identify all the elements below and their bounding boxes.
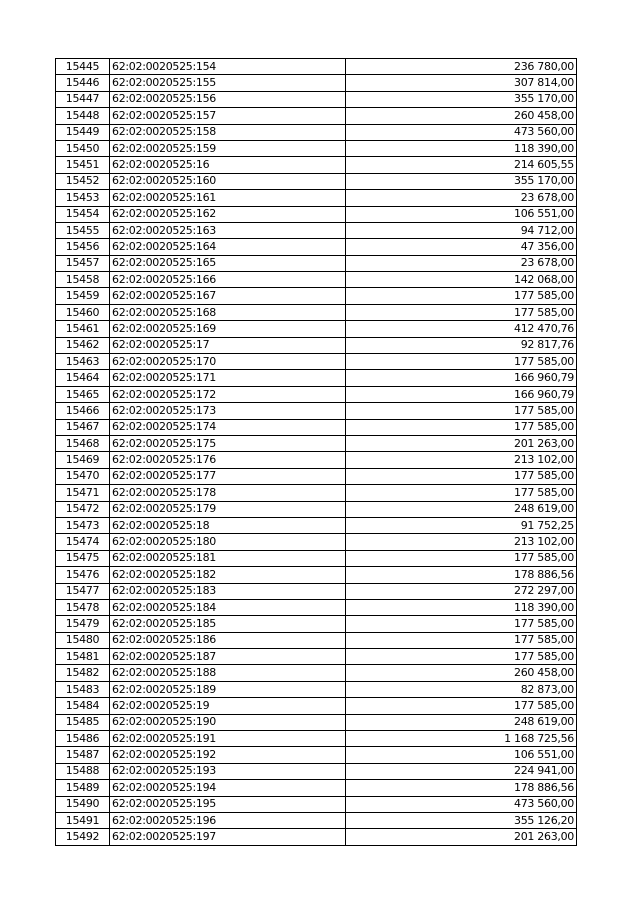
cadastral-number-cell: 62:02:0020525:187 [110, 649, 346, 665]
cadastral-number-cell: 62:02:0020525:160 [110, 173, 346, 189]
row-number-cell: 15475 [56, 550, 110, 566]
cadastral-value-cell: 177 585,00 [346, 485, 577, 501]
cadastral-number-cell: 62:02:0020525:176 [110, 452, 346, 468]
table-row [56, 304, 577, 320]
table-row [56, 714, 577, 730]
table-row [56, 140, 577, 156]
row-number-cell: 15457 [56, 255, 110, 271]
row-number-cell: 15477 [56, 583, 110, 599]
cadastral-number-cell: 62:02:0020525:180 [110, 534, 346, 550]
cadastral-number-cell: 62:02:0020525:193 [110, 763, 346, 779]
table-row [56, 370, 577, 386]
row-number-cell: 15468 [56, 435, 110, 451]
cadastral-value-cell: 118 390,00 [346, 140, 577, 156]
table-row [56, 222, 577, 238]
cadastral-value-cell: 177 585,00 [346, 419, 577, 435]
table-row [56, 403, 577, 419]
row-number-cell: 15479 [56, 616, 110, 632]
cadastral-value-cell: 412 470,76 [346, 321, 577, 337]
cadastral-value-cell: 118 390,00 [346, 599, 577, 615]
row-number-cell: 15489 [56, 780, 110, 796]
row-number-cell: 15450 [56, 140, 110, 156]
table-row [56, 206, 577, 222]
cadastral-number-cell: 62:02:0020525:183 [110, 583, 346, 599]
cadastral-number-cell: 62:02:0020525:156 [110, 91, 346, 107]
cadastral-value-cell: 91 752,25 [346, 517, 577, 533]
cadastral-value-cell: 106 551,00 [346, 206, 577, 222]
row-number-cell: 15465 [56, 386, 110, 402]
table-row [56, 75, 577, 91]
table-row [56, 354, 577, 370]
cadastral-number-cell: 62:02:0020525:157 [110, 108, 346, 124]
table-row [56, 386, 577, 402]
cadastral-value-cell: 260 458,00 [346, 108, 577, 124]
table-row [56, 812, 577, 828]
row-number-cell: 15474 [56, 534, 110, 550]
row-number-cell: 15469 [56, 452, 110, 468]
table-row [56, 255, 577, 271]
table-row [56, 780, 577, 796]
cadastral-value-cell: 92 817,76 [346, 337, 577, 353]
cadastral-value-cell: 94 712,00 [346, 222, 577, 238]
table-row [56, 157, 577, 173]
cadastral-value-cell: 177 585,00 [346, 550, 577, 566]
cadastral-number-cell: 62:02:0020525:18 [110, 517, 346, 533]
row-number-cell: 15476 [56, 567, 110, 583]
cadastral-value-cell: 23 678,00 [346, 190, 577, 206]
table-row [56, 272, 577, 288]
cadastral-number-cell: 62:02:0020525:161 [110, 190, 346, 206]
cadastral-value-cell: 178 886,56 [346, 567, 577, 583]
cadastral-value-cell: 272 297,00 [346, 583, 577, 599]
cadastral-value-cell: 1 168 725,56 [346, 731, 577, 747]
cadastral-number-cell: 62:02:0020525:16 [110, 157, 346, 173]
cadastral-value-cell: 177 585,00 [346, 698, 577, 714]
table-row [56, 731, 577, 747]
cadastral-value-cell: 166 960,79 [346, 370, 577, 386]
row-number-cell: 15485 [56, 714, 110, 730]
row-number-cell: 15464 [56, 370, 110, 386]
table-row [56, 59, 577, 75]
cadastral-number-cell: 62:02:0020525:177 [110, 468, 346, 484]
row-number-cell: 15484 [56, 698, 110, 714]
cadastral-number-cell: 62:02:0020525:181 [110, 550, 346, 566]
row-number-cell: 15482 [56, 665, 110, 681]
row-number-cell: 15448 [56, 108, 110, 124]
row-number-cell: 15461 [56, 321, 110, 337]
cadastral-number-cell: 62:02:0020525:165 [110, 255, 346, 271]
table-row [56, 829, 577, 845]
cadastral-value-cell: 106 551,00 [346, 747, 577, 763]
cadastral-number-cell: 62:02:0020525:179 [110, 501, 346, 517]
cadastral-value-cell: 82 873,00 [346, 681, 577, 697]
table-row [56, 321, 577, 337]
cadastral-value-cell: 177 585,00 [346, 616, 577, 632]
table-row [56, 599, 577, 615]
row-number-cell: 15449 [56, 124, 110, 140]
cadastral-value-cell: 248 619,00 [346, 501, 577, 517]
row-number-cell: 15456 [56, 239, 110, 255]
cadastral-value-cell: 473 560,00 [346, 796, 577, 812]
row-number-cell: 15446 [56, 75, 110, 91]
table-row [56, 124, 577, 140]
row-number-cell: 15466 [56, 403, 110, 419]
cadastral-number-cell: 62:02:0020525:196 [110, 812, 346, 828]
cadastral-number-cell: 62:02:0020525:171 [110, 370, 346, 386]
cadastral-number-cell: 62:02:0020525:164 [110, 239, 346, 255]
cadastral-value-cell: 355 126,20 [346, 812, 577, 828]
table-row [56, 108, 577, 124]
table-row [56, 239, 577, 255]
cadastral-value-cell: 177 585,00 [346, 632, 577, 648]
row-number-cell: 15491 [56, 812, 110, 828]
table-row [56, 419, 577, 435]
cadastral-value-table [55, 58, 577, 846]
cadastral-value-cell: 355 170,00 [346, 91, 577, 107]
cadastral-number-cell: 62:02:0020525:188 [110, 665, 346, 681]
table-row [56, 337, 577, 353]
cadastral-number-cell: 62:02:0020525:168 [110, 304, 346, 320]
row-number-cell: 15455 [56, 222, 110, 238]
table-row [56, 452, 577, 468]
table-row [56, 534, 577, 550]
table-row [56, 288, 577, 304]
cadastral-number-cell: 62:02:0020525:184 [110, 599, 346, 615]
cadastral-number-cell: 62:02:0020525:162 [110, 206, 346, 222]
cadastral-number-cell: 62:02:0020525:17 [110, 337, 346, 353]
cadastral-number-cell: 62:02:0020525:172 [110, 386, 346, 402]
row-number-cell: 15453 [56, 190, 110, 206]
table-row [56, 681, 577, 697]
cadastral-number-cell: 62:02:0020525:163 [110, 222, 346, 238]
row-number-cell: 15447 [56, 91, 110, 107]
row-number-cell: 15472 [56, 501, 110, 517]
table-row [56, 485, 577, 501]
row-number-cell: 15462 [56, 337, 110, 353]
table-row [56, 91, 577, 107]
row-number-cell: 15486 [56, 731, 110, 747]
row-number-cell: 15470 [56, 468, 110, 484]
cadastral-number-cell: 62:02:0020525:174 [110, 419, 346, 435]
cadastral-number-cell: 62:02:0020525:186 [110, 632, 346, 648]
cadastral-number-cell: 62:02:0020525:178 [110, 485, 346, 501]
row-number-cell: 15483 [56, 681, 110, 697]
cadastral-value-cell: 47 356,00 [346, 239, 577, 255]
table-row [56, 796, 577, 812]
cadastral-number-cell: 62:02:0020525:170 [110, 354, 346, 370]
row-number-cell: 15460 [56, 304, 110, 320]
cadastral-number-cell: 62:02:0020525:166 [110, 272, 346, 288]
table-row [56, 517, 577, 533]
table-row [56, 468, 577, 484]
cadastral-number-cell: 62:02:0020525:19 [110, 698, 346, 714]
row-number-cell: 15481 [56, 649, 110, 665]
table-row [56, 665, 577, 681]
table-row [56, 698, 577, 714]
table-row [56, 501, 577, 517]
table-row [56, 583, 577, 599]
cadastral-value-cell: 177 585,00 [346, 649, 577, 665]
cadastral-value-cell: 307 814,00 [346, 75, 577, 91]
table-row [56, 567, 577, 583]
table-row [56, 747, 577, 763]
row-number-cell: 15471 [56, 485, 110, 501]
cadastral-value-cell: 213 102,00 [346, 452, 577, 468]
row-number-cell: 15488 [56, 763, 110, 779]
cadastral-number-cell: 62:02:0020525:185 [110, 616, 346, 632]
table-row [56, 173, 577, 189]
row-number-cell: 15467 [56, 419, 110, 435]
cadastral-number-cell: 62:02:0020525:197 [110, 829, 346, 845]
cadastral-number-cell: 62:02:0020525:159 [110, 140, 346, 156]
row-number-cell: 15458 [56, 272, 110, 288]
cadastral-number-cell: 62:02:0020525:167 [110, 288, 346, 304]
cadastral-value-cell: 177 585,00 [346, 468, 577, 484]
cadastral-number-cell: 62:02:0020525:189 [110, 681, 346, 697]
cadastral-value-cell: 224 941,00 [346, 763, 577, 779]
cadastral-value-cell: 214 605,55 [346, 157, 577, 173]
table-row [56, 616, 577, 632]
cadastral-value-cell: 201 263,00 [346, 435, 577, 451]
cadastral-value-cell: 213 102,00 [346, 534, 577, 550]
row-number-cell: 15487 [56, 747, 110, 763]
cadastral-value-cell: 473 560,00 [346, 124, 577, 140]
row-number-cell: 15478 [56, 599, 110, 615]
cadastral-number-cell: 62:02:0020525:195 [110, 796, 346, 812]
cadastral-number-cell: 62:02:0020525:173 [110, 403, 346, 419]
row-number-cell: 15480 [56, 632, 110, 648]
cadastral-value-cell: 236 780,00 [346, 59, 577, 75]
table-row [56, 763, 577, 779]
row-number-cell: 15490 [56, 796, 110, 812]
cadastral-value-cell: 166 960,79 [346, 386, 577, 402]
cadastral-value-cell: 177 585,00 [346, 354, 577, 370]
cadastral-number-cell: 62:02:0020525:155 [110, 75, 346, 91]
row-number-cell: 15454 [56, 206, 110, 222]
cadastral-value-cell: 177 585,00 [346, 288, 577, 304]
cadastral-number-cell: 62:02:0020525:158 [110, 124, 346, 140]
cadastral-value-cell: 201 263,00 [346, 829, 577, 845]
table-body [56, 59, 577, 846]
row-number-cell: 15492 [56, 829, 110, 845]
cadastral-number-cell: 62:02:0020525:175 [110, 435, 346, 451]
table-row [56, 649, 577, 665]
cadastral-number-cell: 62:02:0020525:169 [110, 321, 346, 337]
table-row [56, 190, 577, 206]
row-number-cell: 15473 [56, 517, 110, 533]
table-row [56, 632, 577, 648]
cadastral-number-cell: 62:02:0020525:194 [110, 780, 346, 796]
table-row [56, 435, 577, 451]
cadastral-number-cell: 62:02:0020525:154 [110, 59, 346, 75]
cadastral-value-cell: 248 619,00 [346, 714, 577, 730]
cadastral-value-cell: 142 068,00 [346, 272, 577, 288]
table-row [56, 550, 577, 566]
row-number-cell: 15451 [56, 157, 110, 173]
row-number-cell: 15463 [56, 354, 110, 370]
row-number-cell: 15445 [56, 59, 110, 75]
cadastral-value-cell: 177 585,00 [346, 304, 577, 320]
cadastral-value-cell: 23 678,00 [346, 255, 577, 271]
cadastral-value-cell: 260 458,00 [346, 665, 577, 681]
cadastral-number-cell: 62:02:0020525:182 [110, 567, 346, 583]
cadastral-value-cell: 178 886,56 [346, 780, 577, 796]
row-number-cell: 15452 [56, 173, 110, 189]
cadastral-value-cell: 355 170,00 [346, 173, 577, 189]
cadastral-number-cell: 62:02:0020525:192 [110, 747, 346, 763]
cadastral-number-cell: 62:02:0020525:190 [110, 714, 346, 730]
cadastral-number-cell: 62:02:0020525:191 [110, 731, 346, 747]
row-number-cell: 15459 [56, 288, 110, 304]
cadastral-value-cell: 177 585,00 [346, 403, 577, 419]
